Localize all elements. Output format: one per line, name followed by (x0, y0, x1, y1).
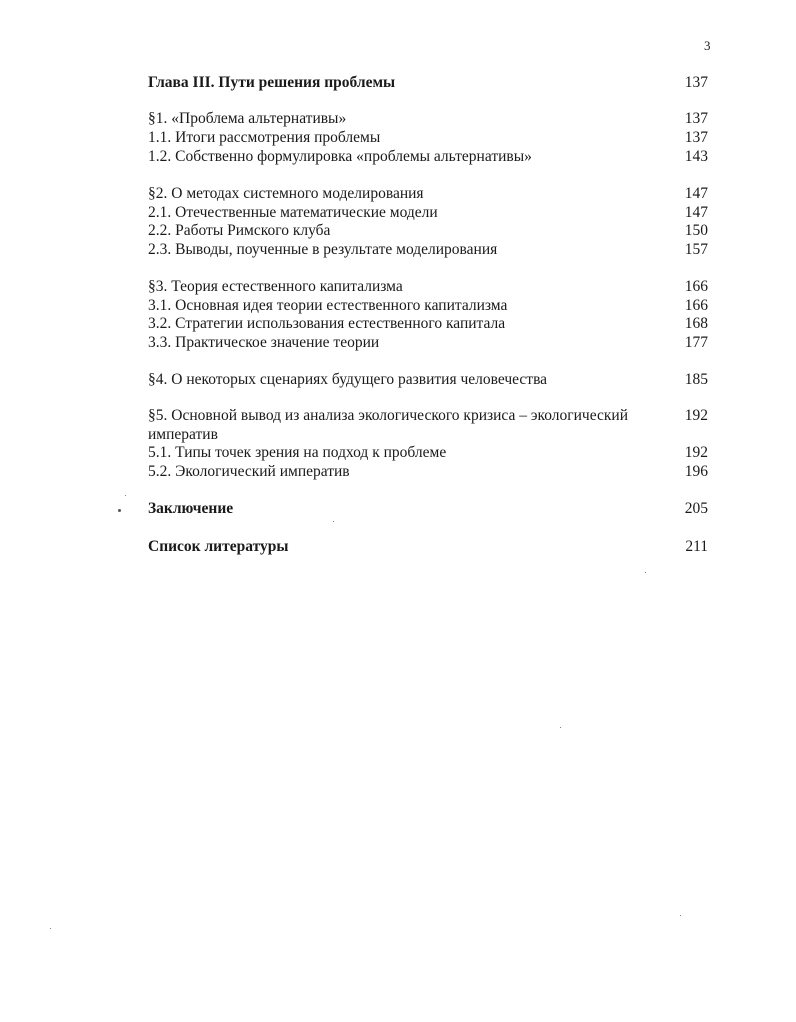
toc-entry-page: 143 (684, 148, 708, 165)
toc-entry-section-5 (148, 406, 708, 444)
scan-speck (680, 915, 681, 916)
toc-entry-page: 185 (684, 371, 708, 388)
scan-speck (645, 572, 646, 573)
toc-entry-title: §5. Основной вывод из анализа экологического кризиса – экологический императив (148, 407, 628, 443)
toc-entry-page: 147 (684, 204, 708, 221)
toc-entry-title: §2. О методах системного моделирования (148, 185, 424, 202)
toc-entry-title: 1.1. Итоги рассмотрения проблемы (148, 129, 381, 146)
scan-speck (560, 727, 561, 728)
toc-entry-page: 211 (685, 538, 708, 555)
toc-entry-page: 147 (684, 185, 708, 202)
toc-entry-page: 137 (684, 110, 708, 127)
toc-entry-title: 2.3. Выводы, поученные в результате моделирования (148, 241, 498, 258)
toc-entry-title: 5.2. Экологический императив (148, 463, 350, 480)
toc-entry-title: §3. Теория естественного капитализма (148, 278, 403, 295)
toc-entry-title: 3.1. Основная идея теории естественного капитализма (148, 297, 508, 314)
toc-entry-title: 2.2. Работы Римского клуба (148, 222, 331, 239)
toc-entry-title: Заключение (148, 500, 234, 517)
toc-entry-page: 166 (684, 278, 708, 295)
toc-entry-title: §4. О некоторых сценариях будущего развития человечества (148, 371, 548, 388)
toc-entry-page: 168 (684, 315, 708, 332)
scan-speck (50, 928, 51, 929)
toc-entry-page: 192 (684, 444, 708, 461)
scan-speck (333, 521, 334, 522)
toc-entry-page: 196 (684, 463, 708, 480)
scan-speck (125, 495, 126, 496)
toc-entry-title: Глава III. Пути решения проблемы (148, 74, 396, 91)
page-number: 3 (704, 38, 711, 53)
scan-speck (118, 509, 121, 512)
toc-entry-title: 2.1. Отечественные математические модели (148, 204, 438, 221)
toc-entry-page: 205 (684, 500, 708, 517)
toc-entry-title: 1.2. Собственно формулировка «проблемы альтернативы» (148, 148, 532, 165)
toc-entry-page: 137 (684, 129, 708, 146)
toc-entry-page: 177 (684, 334, 708, 351)
toc-entry-title: 3.2. Стратегии использования естественного капитала (148, 315, 506, 332)
toc-entry-page: 137 (684, 74, 708, 91)
toc-entry-page: 157 (684, 241, 708, 258)
toc-entry-page: 192 (684, 407, 708, 424)
toc-entry-page: 150 (684, 222, 708, 239)
toc-entry-page: 166 (684, 297, 708, 314)
toc-entry-title: 5.1. Типы точек зрения на подход к проблеме (148, 444, 447, 461)
toc-entry-title: §1. «Проблема альтернативы» (148, 110, 347, 127)
toc-entry-title: Список литературы (148, 538, 289, 555)
toc-entry-title: 3.3. Практическое значение теории (148, 334, 380, 351)
